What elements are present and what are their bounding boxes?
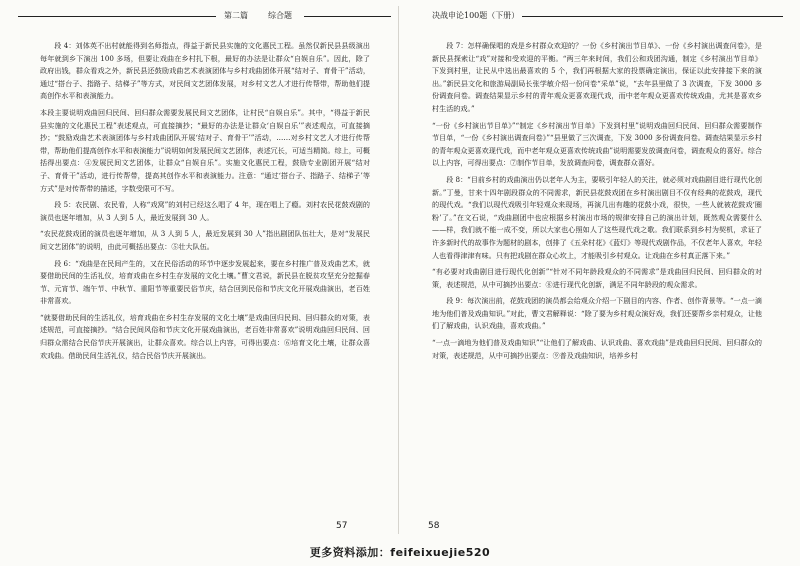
book-gutter [398, 6, 399, 534]
analysis-paragraph: “就要借助民间的生活礼仪，培育戏曲在乡村生存发展的文化土壤”是戏曲回归民间、回归群众的对策，表述规范，可直接摘抄。“结合民间风俗和节庆文化开展戏曲演出，老百姓非常喜欢”说明戏曲回归民间、回归群众需结合民俗节庆开展演出，让群众喜欢。综合以上内容，可得出要点：⑥培育文化土壤，让群众喜欢戏曲。借助民间生活礼仪，结合民俗节庆开展演出。 [40, 312, 370, 360]
footer-note: 更多资料添加：feifeixuejie520 [309, 546, 491, 559]
left-page [18, 0, 391, 535]
header-rule [304, 16, 391, 17]
material-paragraph: 段 5：农民剧、农民看，人称“戏窝”的刘村已经这么唱了 4 年，现在唱上了瘾。刘村农民花鼓戏剧的演员也逐年增加，从 3 人到 5 人，最近发展到 30 人。 [40, 200, 370, 222]
header-part: 第二篇 [224, 11, 248, 20]
material-paragraph: 段 9：每次演出前，花鼓戏团的演员都会给观众介绍一下剧目的内容、作者、创作背景等。“一点一滴地为他们普及戏曲知识。”对此，曹文君解释说：“除了要为乡村观众演好戏，我们还要帮乡亲村观众，让他们了解戏曲，认识戏曲，喜欢戏曲。” [432, 296, 763, 331]
analysis-paragraph: “一份《乡村演出节目单》”“制定《乡村演出节目单》下发到村里”说明戏曲回归民间、回归群众需要制作节目单，“一份《乡村演出调查问卷》”“县里做了三次调查，下发 3000 多份调查问卷。调查结果显示乡村的青年观众更喜欢现代戏，而中老年观众更喜欢传统戏曲”说明需要发放调查问卷，调查观众的喜好。综合以上内容，可得出要点：⑦制作节目单，发放调查问卷，调查群众喜好。 [432, 120, 762, 168]
analysis-paragraph: “农民花鼓戏团的演员也逐年增加，从 3 人到 5 人，最近发展到 30 人”指出剧团队伍壮大，是对“发展民间文艺团体”的说明，由此可概括出要点：⑤壮大队伍。 [40, 229, 370, 251]
material-paragraph: 段 8：“目前乡村的戏曲演出仍以老年人为主，要吸引年轻人的关注，就必须对戏曲剧目进行现代化创新。”丁曼，甘来十四年剧段群众的不同需求，新民县花鼓戏团在乡村演出剧目不仅有经典的花鼓戏，现代的现代戏。“我们以现代戏吸引年轻观众来现场，再演几出有趣的花鼓小戏，很快，一些人就被花鼓戏‘圈粉’了。”在文石说，“戏曲剧团中也应根据乡村演出市场的规律安排自己的演出计划，既然观众需要什么——样，我们就不能一成不变，所以大家也心照如人了这些现代戏之歌。我们联系到乡村为契机，求证了许多新时代的故事作为题材的剧本，创排了《五朵村花》《蓝灯》等现代戏剧作品，不仅老年人喜欢，年轻人也看得津津有味。只有把戏剧在群众心坎上，才能吸引乡村观众。让戏曲在乡村真正落下来。” [432, 174, 762, 260]
header-rule [18, 16, 216, 17]
analysis-paragraph: 本段主要说明戏曲回归民间、回归群众需要发展民间文艺团体，让村民“自娱自乐”。其中，“得益于新民县实施的文化惠民工程”表述观点，可直接摘抄；“最好的办法是让群众‘自娱自乐’”表述观点，可直接摘抄；“鼓励戏曲艺术表演团体与乡村戏曲团队开展‘结对子、育骨干’”活动，……对乡村文艺人才进行传帮带，帮助他们提高创作水平和表演能力”说明如何发展民间文艺团体，表述冗长，可适当精简。综上，可概括得出要点：④发展民间文艺团体，让群众“自娱自乐”。实施文化惠民工程，鼓励专业剧团开展“结对子、育骨干”活动，进行传帮带，提高其创作水平和表演能力。注意：“通过‘搭台子、指路子、结梯子’等方式”是对传帮带的描述，字数受限可不写。 [40, 107, 370, 193]
material-paragraph: 段 7：怎样确保唱的戏是乡村群众欢迎的？一份《乡村演出节目单》、一份《乡村演出调查问卷》，是新民县探索让“戏”对接和受欢迎的平衡。“两三年来时间，我们公和戏团沟通，制定《乡村演出节目单》下发到村里，让民从中选出最喜欢的 5 个，我们再根据大家的投票确定演出，保证以此安排接下来的演出。”新民县文化和旅游局副局长张学敏介绍一份问卷“采单”说，“去年县里做了 3 次调查，下发 3000 多份调查问卷。调查结果显示乡村的青年观众更喜欢现代戏，而中老年观众更喜欢传统戏曲，尤其是喜欢乡村生活的戏。” [432, 41, 762, 113]
left-page-content [40, 40, 370, 366]
analysis-paragraph: “有必要对戏曲剧目进行现代化创新”“针对不同年龄段观众的不同需求”是戏曲回归民间、回归群众的对策，表述规范，从中可摘抄出要点：⑧进行现代化创新，满足不同年龄段的观众需求。 [432, 267, 762, 289]
right-page-content [432, 40, 762, 366]
left-page-number: 57 [336, 521, 348, 531]
header-section: 综合题 [268, 11, 292, 20]
left-running-header [18, 9, 391, 23]
right-page-number: 58 [428, 521, 440, 531]
material-paragraph: 段 4：刘体英不出村就能得到名师指点，得益于新民县实施的文化惠民工程。虽然仅新民县县级演出每年就到乡下演出 100 多场，但要让戏曲在乡村扎下根，最好的办法是让群众“自娱自乐”。因此，除了政府出钱，群众看戏之外，新民县还鼓励戏曲艺术表演团体与乡村戏曲团体开展“结对子、育骨干”活动，通过“搭台子、指路子、结梯子”等方式，对民间文艺团体发展，对乡村文艺人才进行传帮带，帮助他们提高创作水平和表演能力。 [40, 41, 370, 101]
right-running-header [410, 9, 783, 23]
right-page [410, 0, 783, 535]
header-rule [522, 16, 783, 17]
header-book-title: 决战申论100题（下册） [432, 11, 520, 20]
analysis-paragraph: “一点一滴地为他们普及戏曲知识”“让他们了解戏曲、认识戏曲、喜欢戏曲”是戏曲回归民间、回归群众的对策，表述规范，从中可摘抄出要点：⑨普及戏曲知识，培养乡村 [432, 338, 762, 360]
material-paragraph: 段 6：“戏曲是在民间产生的，又在民俗活动的环节中逐步发展起来，要在乡村推广普及戏曲艺术，就要借助民间的生活礼仪，培育戏曲在乡村生存发展的文化土壤。”曹文君说，新民县在脱贫攻坚充分挖掘春节、元宵节、端午节、中秋节、重阳节等重要民俗节庆，结合回到民俗和节庆文化开展戏曲演出，老百姓非常喜欢。 [40, 258, 370, 306]
